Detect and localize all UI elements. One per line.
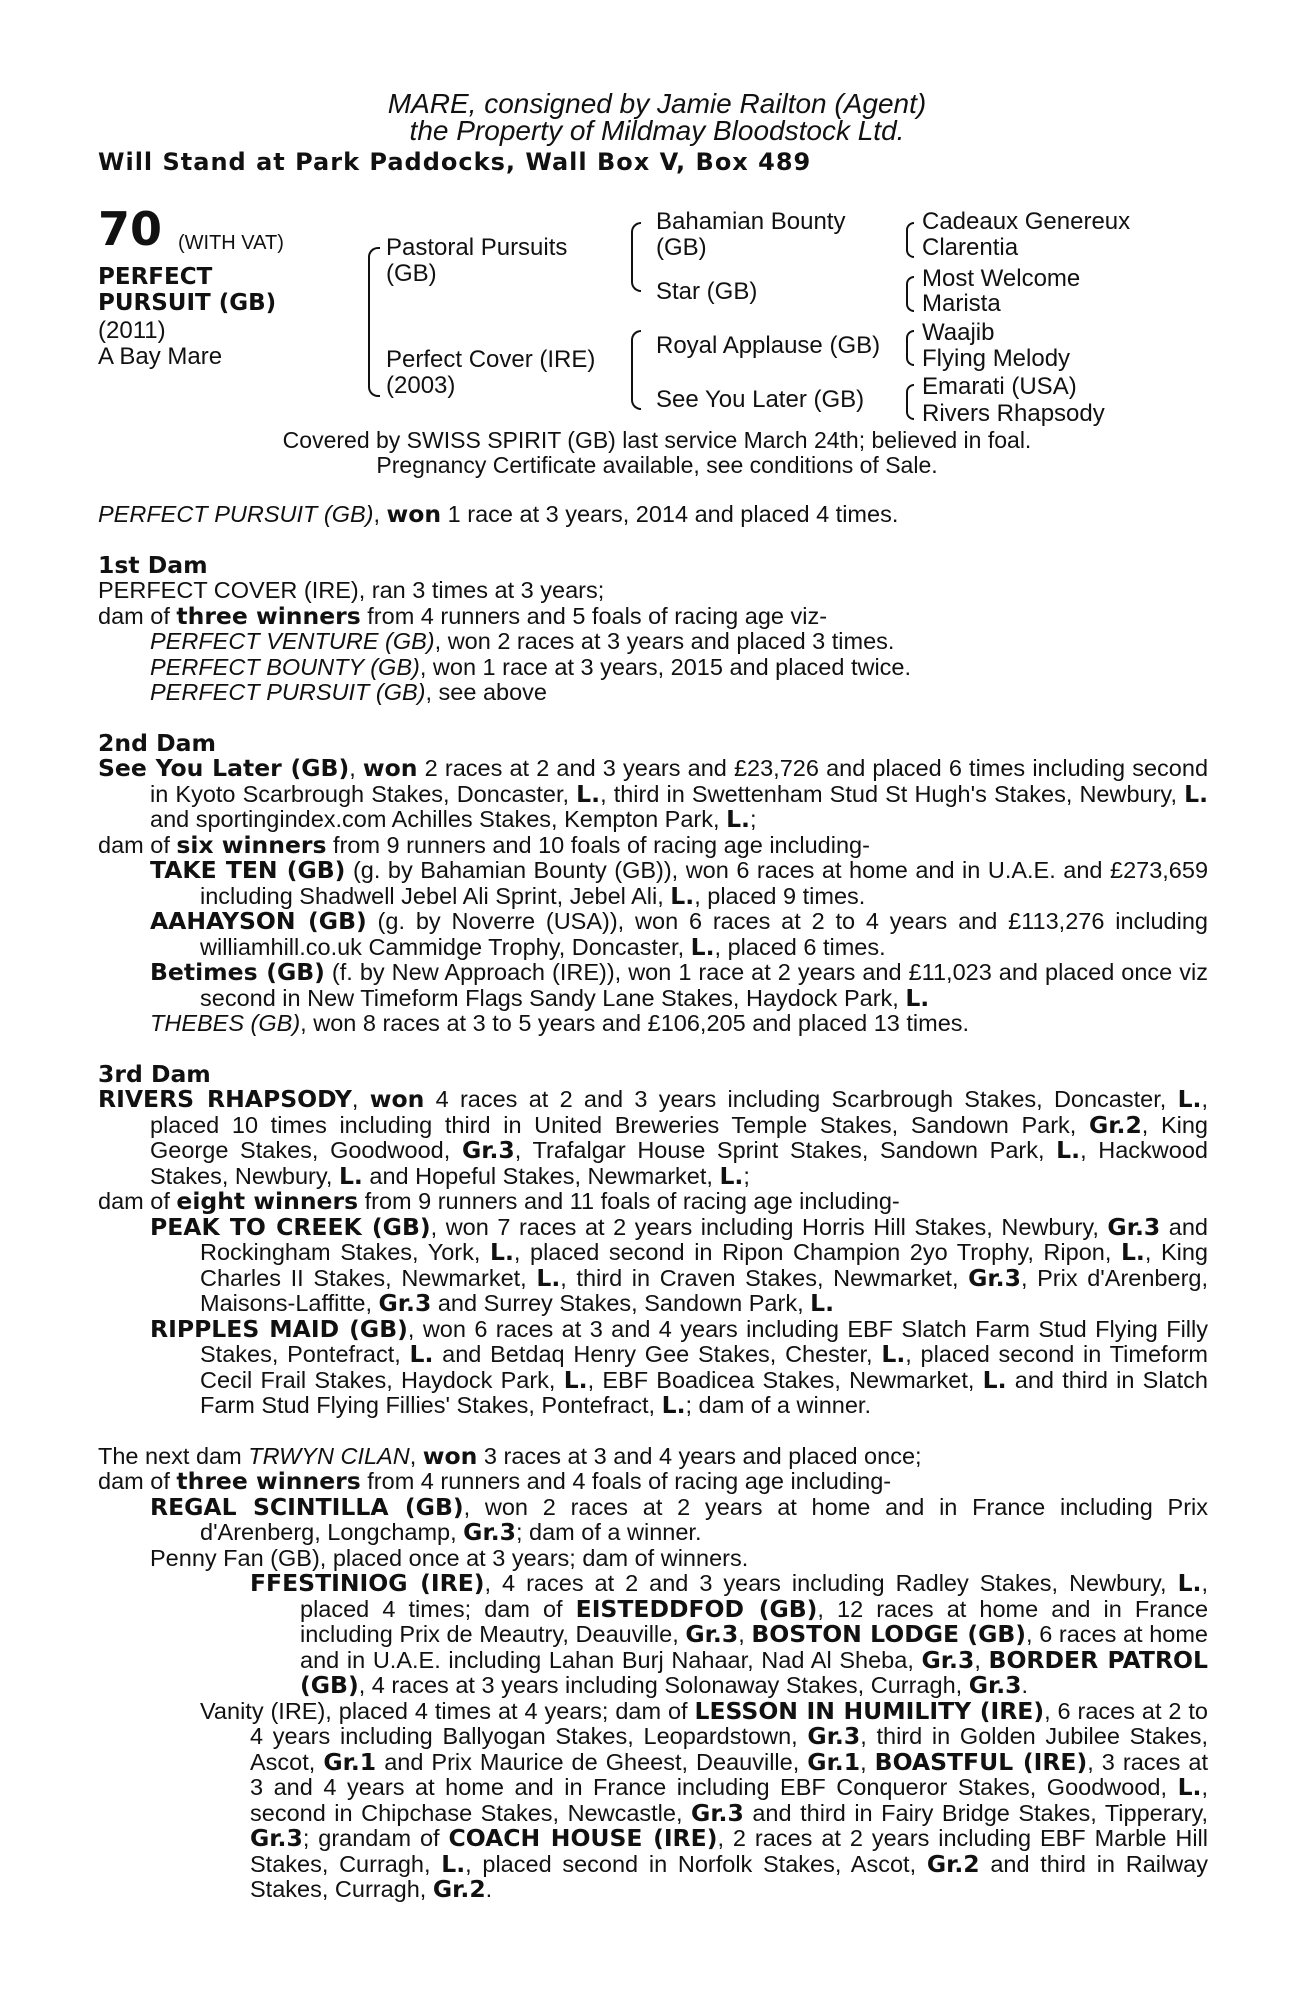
text-run: (g. by Bahamian Bounty (GB)), won 6 races at home and in U.A.E. and £273,659 including Shadwell Jebel Ali Sprint, Jebel Ali, <box>200 857 1209 909</box>
pedigree-brace-dam <box>631 330 641 410</box>
next-dam-record <box>98 1441 1208 1470</box>
text-run: , 3 races at 3 and 4 years at home and in France including EBF Conqueror Stakes, Goodwood, <box>250 1748 1208 1800</box>
text-run: , <box>349 755 363 781</box>
text-run: , 4 races at 2 and 3 years including Radley Stakes, Newbury, <box>484 1570 1178 1596</box>
text-run: BOASTFUL (IRE) <box>874 1747 1088 1776</box>
offspring-ffestiniog <box>250 1569 1209 1699</box>
text-run: dam of <box>98 831 177 858</box>
covered-line: Covered by SWISS SPIRIT (GB) last service March 24th; believed in foal. <box>282 427 1032 453</box>
text-run: Gr.3 <box>461 1136 515 1164</box>
dam-name: Perfect Cover (IRE) <box>386 346 596 373</box>
text-run: Gr.2 <box>926 1849 980 1878</box>
text-run: , won 2 races at 2 years at home and in France including Prix d'Arenberg, Longchamp, <box>200 1493 1208 1545</box>
text-run: LESSON IN HUMILITY (IRE) <box>694 1696 1045 1725</box>
text-run: from 9 runners and 11 foals of racing age including- <box>358 1188 900 1214</box>
text-run: REGAL SCINTILLA (GB) <box>150 1492 464 1521</box>
text-run: L. <box>563 1365 588 1394</box>
text-run: ; grandam of <box>302 1825 449 1851</box>
consignor-line: MARE, consigned by Jamie Railton (Agent) <box>387 88 927 119</box>
text-run: and Hopeful Stakes, Newmarket, <box>362 1162 720 1189</box>
text-run: , third in Golden Jubilee Stakes, Ascot, <box>250 1723 1208 1775</box>
text-run: won <box>369 1085 425 1113</box>
text-run: , second in Chipchase Stakes, Newcastle, <box>250 1774 1208 1826</box>
dam-year: (2003) <box>386 372 456 399</box>
first-dam-heading: 1st Dam <box>98 550 208 579</box>
text-run: from 4 runners and 4 foals of racing age including- <box>360 1468 892 1494</box>
gs-2: Clarentia <box>922 234 1019 261</box>
text-run: , placed second in Norfolk Stakes, Ascot, <box>465 1850 927 1877</box>
vat-note: (WITH VAT) <box>178 232 284 254</box>
text-run: and Surrey Stakes, Sandown Park, <box>431 1290 811 1316</box>
third-dam-produce <box>98 1189 1208 1215</box>
lot-number: 70 <box>98 202 163 256</box>
text-run: Gr.1 <box>323 1747 377 1776</box>
text-run: , Prix d'Arenberg, Maisons-Laffitte, <box>200 1264 1208 1316</box>
text-run: EISTEDDFOD (GB) <box>575 1594 818 1623</box>
gs-1: Cadeaux Genereux <box>922 208 1131 235</box>
text-run: THEBES (GB) <box>150 1010 301 1036</box>
pedigree-brace-ds <box>906 330 914 366</box>
text-run: , Trafalgar House Sprint Stakes, Sandown Park, <box>514 1137 1057 1163</box>
text-run: Gr.3 <box>968 1671 1022 1699</box>
text-run: and Prix Maurice de Gheest, Deauville, <box>376 1748 808 1775</box>
third-dam-heading: 3rd Dam <box>98 1059 211 1088</box>
sire-country: (GB) <box>386 260 437 287</box>
catalogue-body <box>98 502 1208 1903</box>
text-run: L. <box>1177 1085 1202 1113</box>
text-run: , placed 6 times. <box>714 933 886 960</box>
text-run: , King George Stakes, Goodwood, <box>150 1111 1209 1163</box>
text-run: L. <box>338 1161 363 1190</box>
text-run: , <box>409 1442 423 1469</box>
text-run: 2 races at 2 and 3 years and £23,726 and placed 6 times including second in Kyoto Scarbrough Stakes, Doncaster, <box>150 755 1209 807</box>
text-run: L. <box>690 932 715 961</box>
text-run: and third in Fairy Bridge Stakes, Tipperary, <box>743 1799 1208 1826</box>
text-run: ; <box>749 806 757 832</box>
text-run: , won 8 races at 3 to 5 years and £106,205 and placed 13 times. <box>300 1010 970 1036</box>
second-dam-produce <box>98 830 1208 859</box>
offspring-penny-fan <box>150 1544 1208 1572</box>
sire-sire: Bahamian Bounty <box>656 208 846 235</box>
text-run: , placed 9 times. <box>694 882 866 909</box>
text-run: AAHAYSON (GB) <box>150 907 367 935</box>
text-run: (f. by New Approach (IRE)), won 1 race at 2 years and £11,023 and placed once viz second in New Timeform Flags Sandy Lane Stakes, Haydock Park, <box>200 959 1208 1011</box>
text-run: , <box>351 1086 370 1112</box>
text-run: , <box>974 1646 989 1673</box>
text-run: three winners <box>176 1467 361 1495</box>
text-run: . <box>1021 1672 1029 1698</box>
sire-dam: Star (GB) <box>656 278 758 305</box>
gs-5: Waajib <box>922 319 995 346</box>
text-run: , placed 4 times; dam of <box>300 1570 1208 1622</box>
text-run: Vanity (IRE), placed 4 times at 4 years; dam of <box>200 1697 695 1724</box>
text-run: BOSTON LODGE (GB) <box>751 1620 1027 1648</box>
text-run: L. <box>881 1340 906 1368</box>
text-run: TRWYN CILAN <box>248 1442 410 1469</box>
dam-sire: Royal Applause (GB) <box>656 332 881 359</box>
offspring-vanity <box>200 1696 1208 1903</box>
property-line: the Property of Mildmay Bloodstock Ltd. <box>409 115 905 146</box>
text-run: won <box>362 754 418 782</box>
text-run: ; dam of a winner. <box>515 1519 702 1545</box>
text-run: L. <box>409 1340 434 1368</box>
text-run: and third in Railway Stakes, Curragh, <box>250 1850 1208 1902</box>
pregnancy-line: Pregnancy Certificate available, see conditions of Sale. <box>376 452 938 478</box>
text-run: COACH HOUSE (IRE) <box>448 1824 718 1852</box>
second-dam-record <box>98 754 1209 833</box>
offspring-ripples-maid <box>150 1314 1209 1419</box>
foaling-year: (2011) <box>98 317 166 344</box>
text-run: L. <box>670 881 695 910</box>
text-run: , third in Swettenham Stud St Hugh's Stakes, Newbury, <box>600 780 1185 807</box>
text-run: Gr.3 <box>921 1645 975 1674</box>
text-run: Gr.3 <box>968 1263 1021 1292</box>
text-run: Penny Fan (GB), placed once at 3 years; dam of winners. <box>150 1544 749 1571</box>
text-run: 3 races at 3 and 4 years and placed once; <box>477 1442 922 1469</box>
text-run: , EBF Boadicea Stakes, Newmarket, <box>587 1366 983 1393</box>
text-run: , won 7 races at 2 years including Horris Hill Stakes, Newbury, <box>430 1213 1108 1240</box>
text-run: from 9 runners and 10 foals of racing age including- <box>326 831 870 858</box>
text-run: L. <box>719 1161 744 1190</box>
text-run: RIVERS RHAPSODY <box>98 1085 352 1113</box>
text-run: Gr.3 <box>1107 1212 1161 1241</box>
offspring-2: PERFECT BOUNTY (GB), won 1 race at 3 years, 2015 and placed twice. <box>150 653 912 680</box>
text-run: L. <box>576 779 601 808</box>
text-run: , placed second in Timeform Cecil Frail Stakes, Haydock Park, <box>200 1341 1209 1393</box>
pedigree-brace-dd <box>906 384 914 420</box>
text-run: . <box>485 1876 493 1902</box>
first-dam-produce: dam of three winners from 4 runners and 5 foals of racing age viz- <box>98 601 828 630</box>
text-run: See You Later (GB) <box>98 754 350 782</box>
horse-name-line1: PERFECT <box>98 264 213 290</box>
text-run: Gr.2 <box>1088 1110 1142 1139</box>
text-run: , 12 races at home and in France including Prix de Meautry, Deauville, <box>300 1595 1209 1647</box>
text-run: L. <box>1184 779 1208 808</box>
offspring-1: PERFECT VENTURE (GB), won 2 races at 3 years and placed 3 times. <box>150 628 895 654</box>
offspring-betimes <box>150 958 1208 1012</box>
pedigree-brace-sd <box>906 276 914 312</box>
sire-sire-country: (GB) <box>656 234 707 261</box>
text-run: L. <box>1120 1238 1145 1266</box>
text-run: Gr.3 <box>463 1518 516 1546</box>
text-run: BORDER PATROL (GB) <box>300 1645 1209 1699</box>
gs-3: Most Welcome <box>922 265 1081 292</box>
text-run: , 2 races at 2 years including EBF Marble Hill Stakes, Curragh, <box>250 1825 1208 1877</box>
pedigree-brace-main <box>368 247 380 397</box>
gs-6: Flying Melody <box>922 345 1071 372</box>
horse-description: A Bay Mare <box>98 343 223 370</box>
text-run: ; <box>743 1162 750 1189</box>
first-dam-line: PERFECT COVER (IRE), ran 3 times at 3 years; <box>98 577 605 603</box>
text-run: Gr.3 <box>378 1289 432 1317</box>
summary: PERFECT PURSUIT (GB), won 1 race at 3 years, 2014 and placed 4 times. <box>98 500 899 528</box>
stand-location: Will Stand at Park Paddocks, Wall Box V, Box 489 <box>98 148 812 176</box>
text-run: , <box>860 1748 875 1775</box>
text-run: L. <box>1177 1773 1202 1801</box>
text-run: Gr.2 <box>432 1875 486 1903</box>
third-dam-record <box>98 1085 1209 1190</box>
text-run: (g. by Noverre (USA)), won 6 races at 2 to 4 years and £113,276 including williamhill.co.uk Cammidge Trophy, Doncaster, <box>200 908 1208 960</box>
text-run: Gr.3 <box>685 1620 739 1648</box>
gs-7: Emarati (USA) <box>922 373 1077 400</box>
offspring-3: PERFECT PURSUIT (GB), see above <box>150 679 547 705</box>
text-run: dam of <box>98 1468 177 1494</box>
text-run: and Rockingham Stakes, York, <box>200 1213 1208 1265</box>
text-run: L. <box>441 1849 466 1878</box>
text-run: ; dam of a winner. <box>685 1392 871 1418</box>
text-run: six winners <box>176 830 327 859</box>
horse-name-line2: PURSUIT (GB) <box>98 290 277 316</box>
offspring-thebes <box>150 1010 1208 1037</box>
text-run: Gr.3 <box>691 1798 744 1827</box>
offspring-peak-to-creek <box>150 1212 1209 1317</box>
text-run: , 6 races at 2 to 4 years including Ballyogan Stakes, Leopardstown, <box>250 1697 1208 1749</box>
text-run: L. <box>536 1263 561 1292</box>
text-run: Betimes (GB) <box>150 958 325 986</box>
offspring-take-ten <box>150 856 1209 910</box>
text-run: L. <box>726 805 750 833</box>
text-run: The next dam <box>98 1442 249 1469</box>
dam-dam: See You Later (GB) <box>656 386 865 413</box>
text-run: FFESTINIOG (IRE) <box>250 1569 485 1597</box>
text-run: L. <box>982 1365 1007 1394</box>
offspring-regal-scintilla <box>150 1492 1208 1546</box>
text-run: L. <box>1056 1136 1081 1164</box>
text-run: , King Charles II Stakes, Newmarket, <box>200 1239 1209 1291</box>
text-run: L. <box>905 983 930 1012</box>
text-run: , third in Craven Stakes, Newmarket, <box>560 1264 969 1291</box>
text-run: L. <box>490 1238 514 1266</box>
sire-name: Pastoral Pursuits <box>386 234 568 261</box>
text-run: , won 6 races at 3 and 4 years including EBF Slatch Farm Stud Flying Filly Stakes, Pontefract, <box>200 1315 1209 1367</box>
pedigree-brace-sire <box>631 222 641 292</box>
text-run: Gr.3 <box>807 1722 861 1750</box>
text-run: L. <box>810 1289 835 1317</box>
second-dam-heading: 2nd Dam <box>98 728 216 757</box>
text-run: won <box>422 1441 478 1470</box>
text-run: , 6 races at home and in U.A.E. including Lahan Burj Nahaar, Nad Al Sheba, <box>300 1621 1208 1673</box>
text-run: eight winners <box>176 1187 359 1215</box>
text-run: 4 races at 2 and 3 years including Scarbrough Stakes, Doncaster, <box>424 1086 1178 1112</box>
text-run: TAKE TEN (GB) <box>150 856 346 884</box>
text-run: , placed 10 times including third in United Breweries Temple Stakes, Sandown Park, <box>150 1086 1208 1138</box>
text-run: dam of <box>98 1188 177 1214</box>
text-run: , 4 races at 3 years including Solonaway Stakes, Curragh, <box>358 1672 969 1698</box>
offspring-aahayson <box>150 907 1208 961</box>
text-run: , Hackwood Stakes, Newbury, <box>150 1137 1208 1189</box>
text-run: L. <box>1177 1569 1202 1597</box>
text-run: Gr.3 <box>250 1824 303 1852</box>
pedigree-brace-ss <box>906 222 914 258</box>
text-run: PEAK TO CREEK (GB) <box>150 1212 431 1241</box>
text-run: Gr.1 <box>807 1747 861 1776</box>
text-run: and third in Slatch Farm Stud Flying Fillies' Stakes, Pontefract, <box>200 1366 1208 1418</box>
text-run: and sportingindex.com Achilles Stakes, Kempton Park, <box>150 806 727 832</box>
text-run: RIPPLES MAID (GB) <box>150 1314 408 1343</box>
text-run: , <box>738 1621 752 1647</box>
text-run: and Betdaq Henry Gee Stakes, Chester, <box>433 1341 882 1367</box>
gs-4: Marista <box>922 290 1001 317</box>
gs-8: Rivers Rhapsody <box>922 400 1105 427</box>
next-dam-produce <box>98 1469 1208 1495</box>
text-run: L. <box>661 1391 686 1419</box>
text-run: , placed second in Ripon Champion 2yo Trophy, Ripon, <box>513 1239 1121 1265</box>
